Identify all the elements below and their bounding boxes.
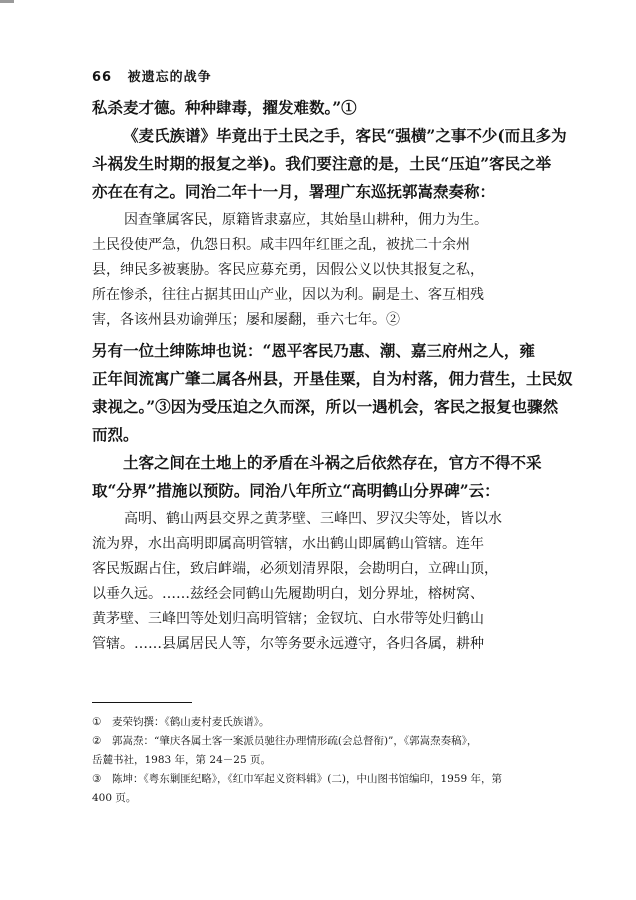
footnote-text: 陈坤：《粤东剿匪纪略》，《红巾军起义资料辑》(二)，中山图书馆编印，1959 年，第 [112,773,503,785]
text-line: 取“分界”措施以预防。同治八年所立“高明鹤山分界碑”云： [92,481,500,500]
text-line: 隶视之。”③因为受压迫之久而深，所以一遇机会，客民之报复也骤然 [92,397,559,416]
footnote-marker: ① [92,716,102,728]
text-line: 客民叛踞占住，致启衅端，必须划清界限，会勘明白，立碑山顶， [92,561,498,577]
scan-edge-mark [0,0,14,3]
text-line: 流为界，水出高明即属高明管辖，水出鹤山即属鹤山管辖。连年 [92,536,484,552]
text-line: 县，绅民多被裹胁。客民应募充勇，因假公义以快其报复之私， [92,262,484,278]
block-quote [92,208,562,333]
text-line: 亦在在有之。同治二年十一月，署理广东巡抚郭嵩焘奏称： [92,182,496,201]
paragraph [92,337,573,449]
running-header [92,66,212,85]
text-line: 管辖。……县属居民人等，尔等务要永远遵守，各归各属，耕种 [92,636,484,652]
text-line: 而烈。 [92,425,139,444]
text-line: 土客之间在土地上的矛盾在斗祸之后依然存在，官方不得不采 [123,453,542,472]
footnote [92,770,562,808]
paragraph [92,449,562,505]
text-line: 正年间流寓广肇二属各州县，开垦佳粟，自为村落，佣力营生，土民奴 [92,369,573,388]
block-quote [92,507,562,657]
footnote-text: 岳麓书社，1983 年，第 24－25 页。 [92,754,271,766]
text-line: 《麦氏族谱》毕竟出于土民之手，客民“强横”之事不少(而且多为 [123,126,567,145]
body-text [92,94,573,661]
page-number: 66 [92,70,113,85]
footnote-marker: ③ [92,773,102,785]
footnote-marker: ② [92,735,102,747]
text-line: 因查肇属客民，原籍皆隶嘉应，其始垦山耕种，佣力为生。 [124,212,488,228]
footnote [92,732,562,770]
book-title: 被遗忘的战争 [127,70,212,85]
paragraph [92,94,562,122]
footnote-rule [92,702,192,703]
footnote [92,713,562,732]
text-line: 害，各该州县劝谕弹压；屡和屡翻，垂六七年。② [92,312,400,328]
paragraph [92,122,567,206]
text-line: 高明、鹤山两县交界之黄茅壁、三峰凹、罗汉尖等处，皆以水 [124,511,502,527]
text-line: 所在惨杀，往往占据其田山产业，因以为利。嗣是土、客互相残 [92,287,484,303]
text-line: 黄茅壁、三峰凹等处划归高明管辖；金钗坑、白水带等处归鹤山 [92,611,484,627]
footnote-text: 郭嵩焘：“肇庆各属土客一案派员驰往办理情形疏(会总督衔)”，《郭嵩焘奏稿》， [112,735,478,747]
footnote-text: 400 页。 [92,792,137,804]
footnote-text: 麦荣钧撰：《鹤山麦村麦氏族谱》。 [112,716,270,728]
text-line: 土民役使严急，仇怨日积。咸丰四年红匪之乱，被扰二十余州 [92,237,470,253]
text-line: 以垂久远。……兹经会同鹤山先履勘明白，划分界址，榕树窝、 [92,586,484,602]
footnotes [92,713,562,808]
text-line: 私杀麦才德。种种肆毒，擢发难数。”① [92,98,357,117]
text-line: 另有一位土绅陈坤也说：“恩平客民乃惠、潮、嘉三府州之人，雍 [92,341,535,360]
text-line: 斗祸发生时期的报复之举)。我们要注意的是，土民“压迫”客民之举 [92,154,552,173]
